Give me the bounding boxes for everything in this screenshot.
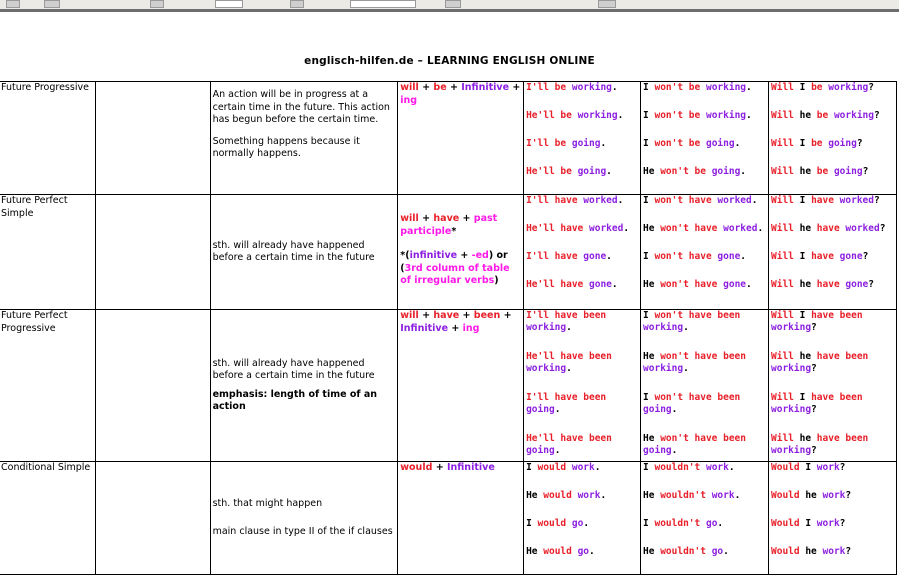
example-line: He'll have been working. — [526, 351, 612, 374]
definition-text: main clause in type II of the if clauses — [212, 525, 393, 537]
example-line: Will I be going? — [771, 138, 863, 149]
form-plus: + — [462, 213, 471, 224]
table-row — [0, 310, 897, 462]
definition-text: Something happens because it normally happens. — [212, 135, 360, 159]
form-plus: + — [503, 310, 512, 321]
example-line: I won't have worked. — [643, 195, 758, 206]
example-line: Will he have gone? — [771, 279, 875, 290]
form-part: past participle — [400, 213, 498, 237]
definition-cell — [210, 310, 398, 462]
empty-cell — [95, 82, 210, 195]
form-plus: + — [512, 82, 521, 93]
question-examples — [769, 195, 897, 310]
question-examples — [769, 310, 897, 462]
tense-table — [0, 81, 897, 575]
form-part: be — [433, 82, 447, 93]
example-line: I won't be working. — [643, 82, 752, 93]
form-cell — [398, 462, 524, 575]
form-plus: + — [435, 462, 444, 473]
example-line: I'll have been going. — [526, 392, 607, 415]
question-examples — [769, 82, 897, 195]
example-line: I'll be going. — [526, 138, 607, 149]
example-line: I won't be working. — [643, 110, 752, 121]
example-line: He won't have gone. — [643, 279, 752, 290]
form-part: been — [473, 310, 501, 321]
example-line: Will he have been working? — [771, 433, 869, 456]
definition-text: emphasis: length of time of an action — [212, 388, 378, 412]
toolbar-button[interactable] — [150, 0, 164, 8]
example-line: Will he be going? — [771, 166, 869, 177]
positive-examples — [524, 82, 641, 195]
viewer-toolbar — [0, 0, 899, 12]
form-part: would — [400, 462, 433, 473]
empty-cell — [95, 195, 210, 310]
form-cell — [398, 310, 524, 462]
form-plus: + — [451, 322, 460, 334]
definition-cell — [210, 195, 398, 310]
example-line: Will I have been working? — [771, 392, 863, 415]
example-line: I'll have been working. — [526, 310, 607, 333]
example-line: I wouldn't work. — [643, 462, 735, 473]
form-plus: + — [449, 82, 458, 93]
example-line: He won't have been going. — [643, 433, 746, 456]
form-part: have — [433, 213, 460, 224]
form-part: have — [433, 310, 460, 321]
negative-examples — [641, 82, 769, 195]
example-line: I would go. — [526, 518, 590, 529]
toolbar-button[interactable] — [598, 0, 616, 8]
definition-text: sth. will already have happened before a certain time in the future — [212, 357, 375, 381]
example-line: He'll be working. — [526, 110, 624, 121]
toolbar-button[interactable] — [44, 0, 60, 8]
form-part: ing — [462, 322, 480, 334]
definition-text: sth. will already have happened before a certain time in the future — [212, 239, 375, 263]
tense-name: Future Progressive — [0, 82, 95, 195]
example-line: He'll be going. — [526, 166, 612, 177]
form-part: Infinitive — [461, 82, 510, 93]
question-examples — [769, 462, 897, 575]
example-line: He won't have been working. — [643, 351, 746, 374]
negative-examples — [641, 310, 769, 462]
form-cell — [398, 82, 524, 195]
form-plus: + — [422, 310, 431, 321]
example-line: Will I have gone? — [771, 251, 869, 262]
toolbar-button[interactable] — [6, 0, 20, 8]
example-line: Would he work? — [771, 546, 852, 557]
example-line: Will I have been working? — [771, 310, 863, 333]
example-line: Will he have been working? — [771, 351, 869, 374]
example-line: He'll have gone. — [526, 279, 618, 290]
example-line: Would I work? — [771, 462, 846, 473]
empty-cell — [95, 462, 210, 575]
example-line: He won't have worked. — [643, 223, 764, 234]
example-line: He'll have worked. — [526, 223, 630, 234]
example-line: Would he work? — [771, 490, 852, 501]
example-line: He'll have been going. — [526, 433, 612, 456]
form-part: ing — [400, 94, 418, 106]
toolbar-button[interactable] — [445, 0, 461, 8]
form-part: Infinitive — [400, 322, 449, 334]
example-line: Will I be working? — [771, 82, 875, 93]
definition-cell — [210, 462, 398, 575]
example-line: He would go. — [526, 546, 595, 557]
page-title: englisch-hilfen.de – LEARNING ENGLISH ONLINE — [304, 55, 595, 67]
page-number-input[interactable] — [215, 0, 243, 8]
positive-examples — [524, 195, 641, 310]
table-row — [0, 195, 897, 310]
negative-examples — [641, 195, 769, 310]
tense-name: Conditional Simple — [0, 462, 95, 575]
definition-text: An action will be in progress at a certain time in the future. This action has begun before the certain time. — [212, 89, 390, 125]
example-line: Will he have worked? — [771, 223, 886, 234]
form-plus: + — [462, 310, 471, 321]
example-line: He won't be going. — [643, 166, 747, 177]
form-part: will — [400, 213, 419, 224]
irregular-verbs-link[interactable]: 3rd column of table of irregular verbs — [400, 262, 510, 286]
example-line: He wouldn't go. — [643, 546, 729, 557]
example-line: He wouldn't work. — [643, 490, 741, 501]
example-line: I won't have been working. — [643, 310, 741, 333]
form-cell: will + have + past participle* *(infinitive + -ed) or (3rd column of table of irregular verbs) — [398, 195, 524, 310]
example-line: Would I work? — [771, 518, 846, 529]
definition-cell — [210, 82, 398, 195]
form-plus: + — [422, 82, 431, 93]
form-part: Infinitive — [446, 462, 495, 473]
form-part: will — [400, 82, 419, 93]
example-line: I'll be working. — [526, 82, 618, 93]
example-line: I'll have worked. — [526, 195, 624, 206]
table-row — [0, 82, 897, 195]
example-line: I won't have been going. — [643, 392, 741, 415]
definition-text: sth. that might happen — [212, 498, 323, 509]
example-line: I would work. — [526, 462, 601, 473]
example-line: I won't have gone. — [643, 251, 747, 262]
tense-name: Future Perfect Simple — [0, 195, 95, 310]
example-line: He would work. — [526, 490, 607, 501]
example-line: I wouldn't go. — [643, 518, 724, 529]
form-plus: + — [422, 213, 431, 224]
example-line: Will he be working? — [771, 110, 880, 121]
form-part: will — [400, 310, 419, 321]
negative-examples — [641, 462, 769, 575]
example-line: I'll have gone. — [526, 251, 612, 262]
tense-name: Future Perfect Progressive — [0, 310, 95, 462]
empty-cell — [95, 310, 210, 462]
example-line: I won't be going. — [643, 138, 741, 149]
positive-examples — [524, 310, 641, 462]
positive-examples — [524, 462, 641, 575]
table-row — [0, 462, 897, 575]
zoom-input[interactable] — [350, 0, 416, 8]
example-line: Will I have worked? — [771, 195, 880, 206]
zoom-out-button[interactable] — [290, 0, 304, 8]
